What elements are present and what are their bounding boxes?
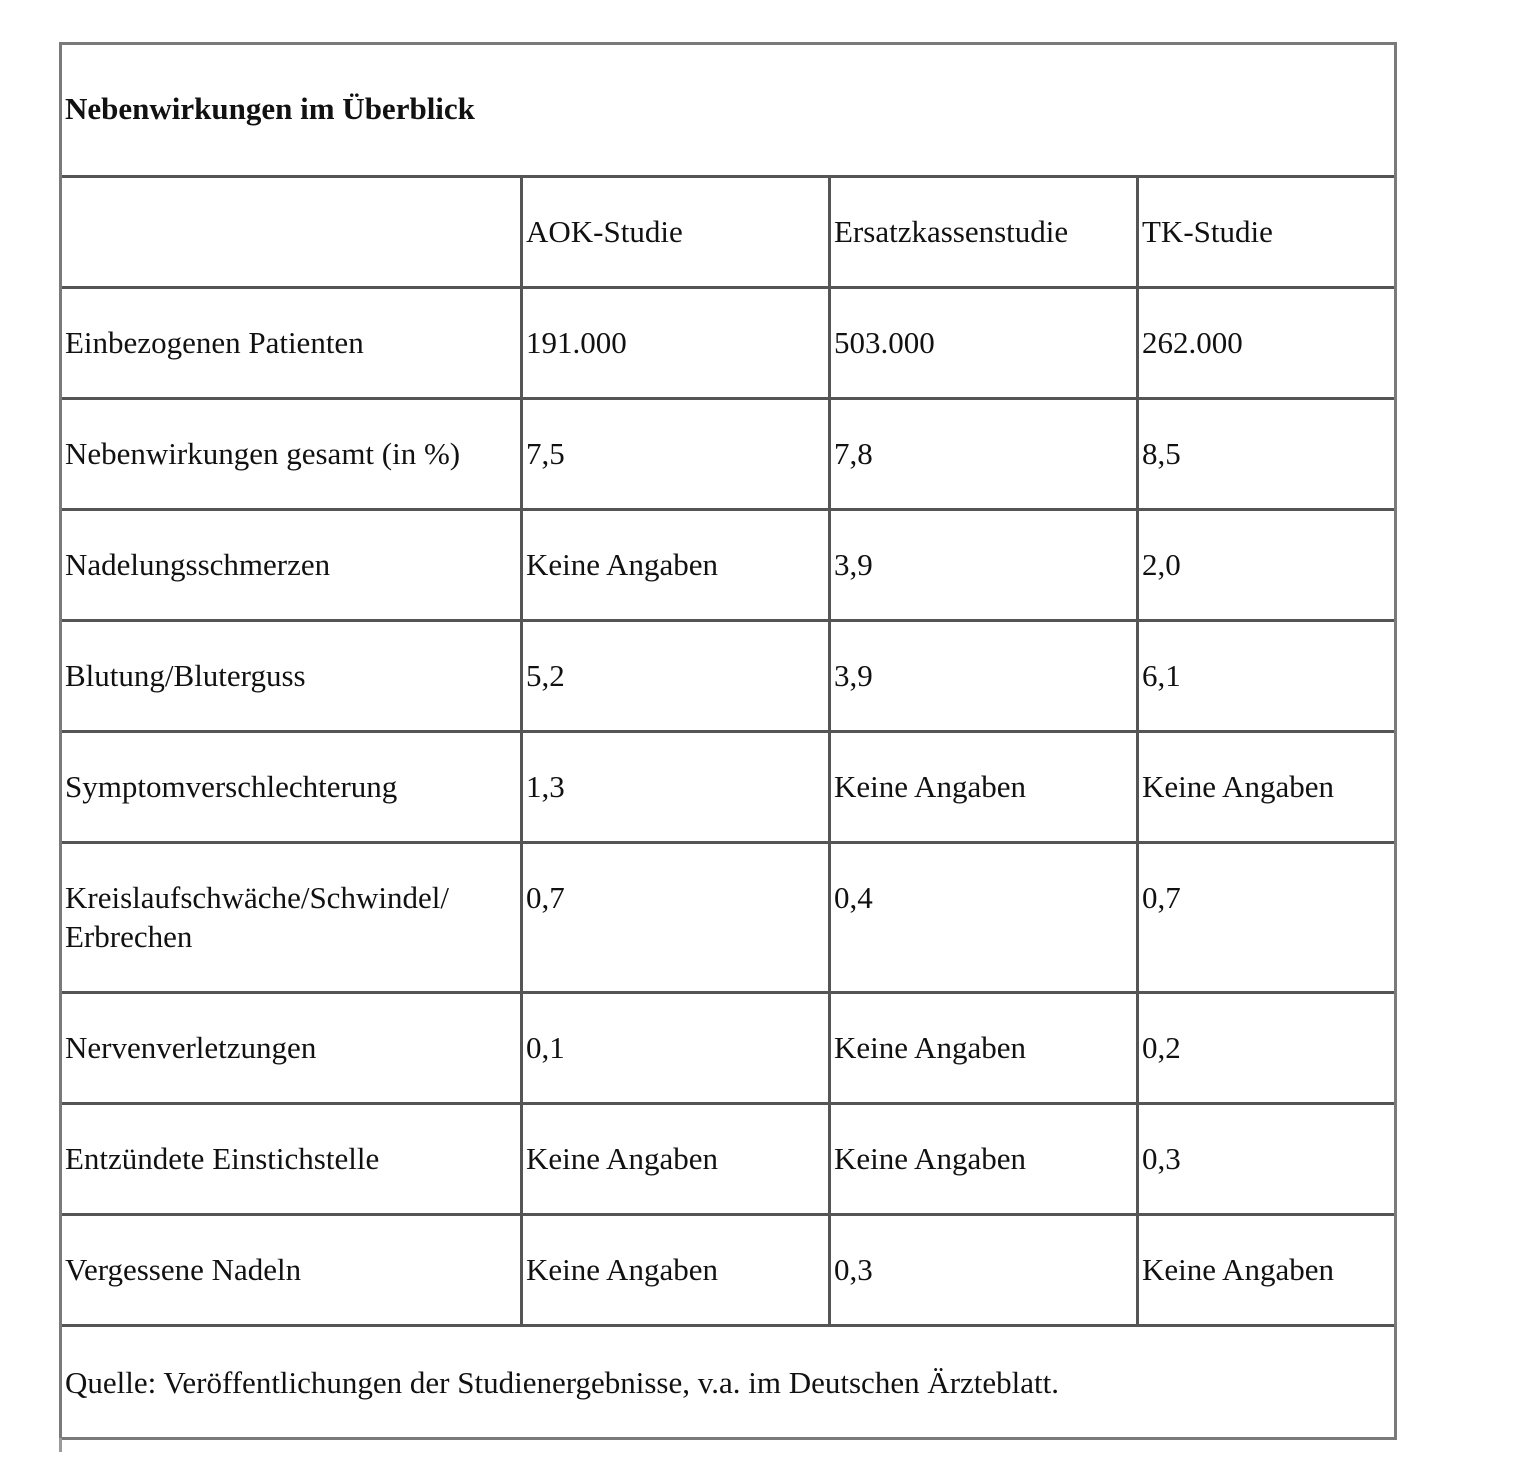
aok-value: 1,3 <box>520 733 828 841</box>
table-row <box>62 289 1394 400</box>
row-label <box>62 844 520 991</box>
ersatzkassen-value: Keine Angaben <box>828 733 1136 841</box>
table-grid <box>62 178 1394 1327</box>
table-row <box>62 844 1394 994</box>
source-row <box>62 1329 1394 1437</box>
row-label: Nebenwirkungen gesamt (in %) <box>65 436 461 471</box>
row-label: Blutung/Bluterguss <box>65 658 306 693</box>
source-note: Quelle: Veröffentlichungen der Studienergebnisse, v.a. im Deutschen Ärzteblatt. <box>65 1365 1060 1400</box>
table-row <box>62 1216 1394 1327</box>
tk-value: 0,2 <box>1136 994 1394 1102</box>
row-label: Nadelungsschmerzen <box>65 547 331 582</box>
aok-value: 0,7 <box>520 844 828 991</box>
ersatzkassen-value: 0,4 <box>828 844 1136 991</box>
aok-value: Keine Angaben <box>520 511 828 619</box>
table-title: Nebenwirkungen im Überblick <box>65 91 475 126</box>
aok-value: 0,1 <box>520 994 828 1102</box>
ersatzkassen-value: Keine Angaben <box>828 1105 1136 1213</box>
aok-value: 7,5 <box>520 400 828 508</box>
aok-value: Keine Angaben <box>520 1105 828 1213</box>
row-label-line-1: Kreislaufschwäche/Schwindel/ <box>65 880 449 915</box>
table-row <box>62 733 1394 844</box>
ersatzkassen-value: 7,8 <box>828 400 1136 508</box>
row-label: Einbezogenen Patienten <box>65 325 364 360</box>
header-cell-ersatzkassen: Ersatzkassenstudie <box>828 178 1136 286</box>
header-cell-aok: AOK-Studie <box>520 178 828 286</box>
aok-value: 5,2 <box>520 622 828 730</box>
row-label: Nervenverletzungen <box>65 1030 317 1065</box>
tk-value: 2,0 <box>1136 511 1394 619</box>
ersatzkassen-value: 0,3 <box>828 1216 1136 1324</box>
tk-value: Keine Angaben <box>1136 1216 1394 1324</box>
table-row <box>62 994 1394 1105</box>
ersatzkassen-value: Keine Angaben <box>828 994 1136 1102</box>
ersatzkassen-value: 503.000 <box>828 289 1136 397</box>
tk-value: 262.000 <box>1136 289 1394 397</box>
row-label: Entzündete Einstichstelle <box>65 1141 380 1176</box>
ersatzkassen-value: 3,9 <box>828 622 1136 730</box>
tk-value: 6,1 <box>1136 622 1394 730</box>
row-label: Vergessene Nadeln <box>65 1252 302 1287</box>
aok-value: Keine Angaben <box>520 1216 828 1324</box>
tk-value: 0,3 <box>1136 1105 1394 1213</box>
header-row <box>62 178 1394 289</box>
tk-value: 0,7 <box>1136 844 1394 991</box>
table-row <box>62 511 1394 622</box>
table-row <box>62 1105 1394 1216</box>
header-cell-empty <box>62 178 520 286</box>
table-row <box>62 400 1394 511</box>
header-cell-tk: TK-Studie <box>1136 178 1394 286</box>
left-edge-line <box>59 1438 62 1452</box>
ersatzkassen-value: 3,9 <box>828 511 1136 619</box>
tk-value: Keine Angaben <box>1136 733 1394 841</box>
row-label: Symptomverschlechterung <box>65 769 398 804</box>
side-effects-table <box>59 42 1397 1440</box>
row-label-line-2: Erbrechen <box>65 919 193 954</box>
aok-value: 191.000 <box>520 289 828 397</box>
table-row <box>62 622 1394 733</box>
tk-value: 8,5 <box>1136 400 1394 508</box>
table-title-row <box>62 45 1394 178</box>
